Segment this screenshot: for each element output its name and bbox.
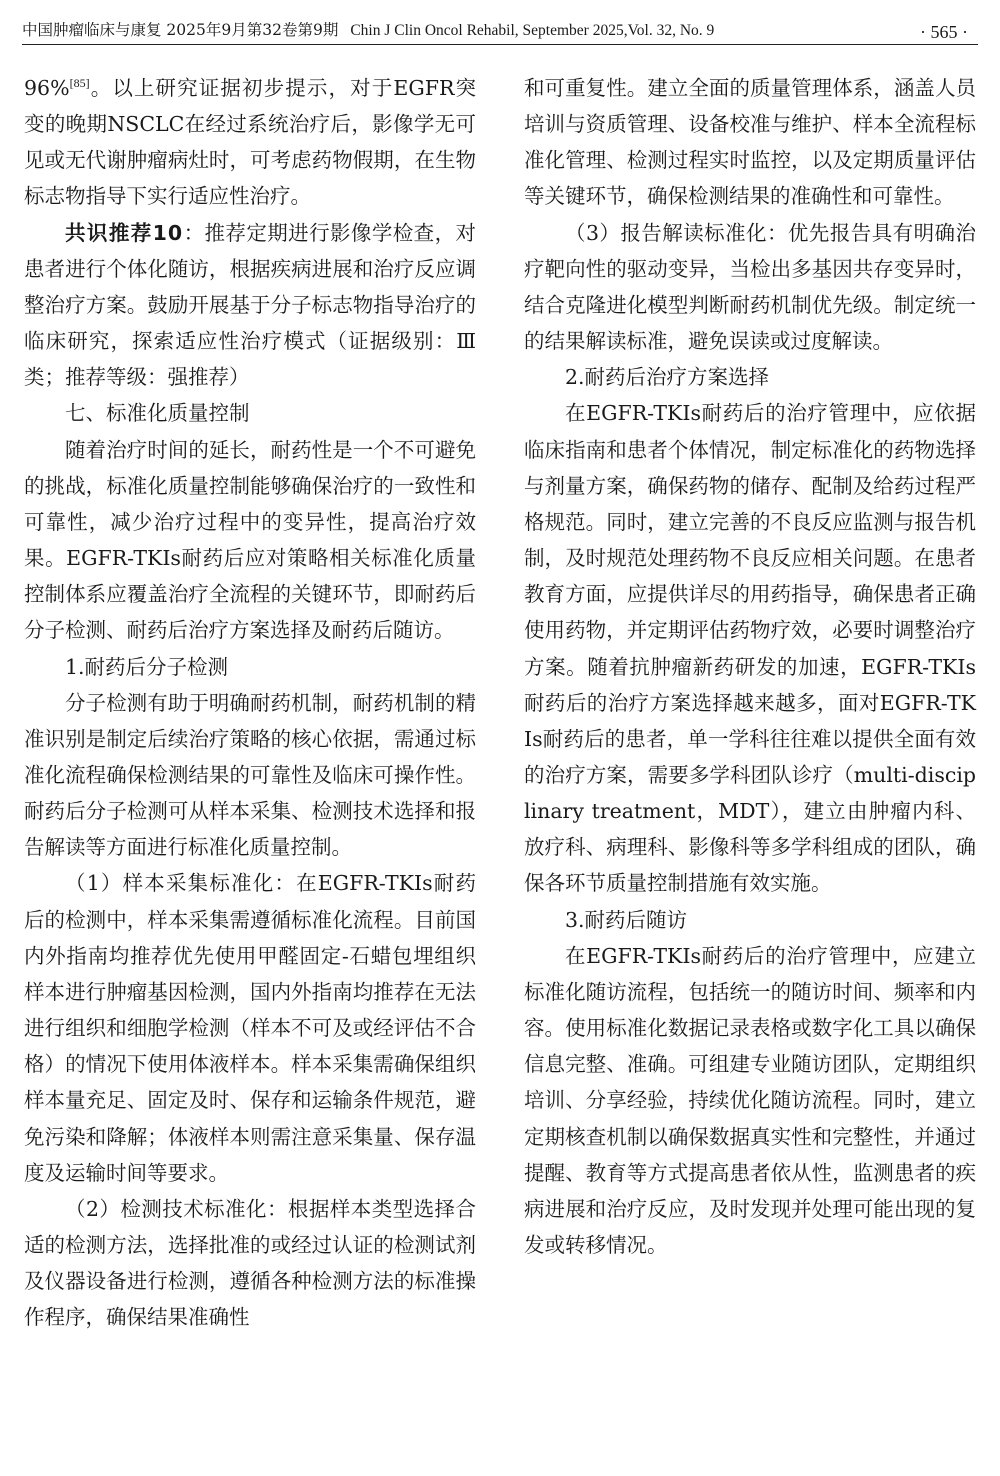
paragraph-subsection-2: 在EGFR-TKIs耐药后的治疗管理中，应依据临床指南和患者个体情况，制定标准化的药物选择与剂量方案，确保药物的储存、配制及给药过程严格规范。同时，建立完善的不良反应监测与报告机制，及时规范处理药物不良反应相关问题。在患者教育方面，应提供详尽的用药指导，确保患者正确使用药物，并定期评估药物疗效，必要时调整治疗方案。随着抗肿瘤新药研发的加速，EGFR-TKIs耐药后的治疗方案选择越来越多，面对EGFR-TKIs耐药后的患者，单一学科往往难以提供全面有效的治疗方案，需要多学科团队诊疗（multi-disciplinary treatment，MDT），建立由肿瘤内科、放疗科、病理科、影像科等多学科组成的团队，确保各环节质量控制措施有效实施。	[524, 401, 976, 896]
paragraph-section-7: 随着治疗时间的延长，耐药性是一个不可避免的挑战，标准化质量控制能够确保治疗的一致性和可靠性，减少治疗过程中的变异性，提高治疗效果。EGFR-TKIs耐药后应对策略相关标准化质量控制体系应覆盖治疗全流程的关键环节，即耐药后分子检测、耐药后治疗方案选择及耐药后随访。	[24, 437, 476, 643]
subsection-1-heading: 1.耐药后分子检测	[65, 654, 229, 679]
paragraph-subsection-1: 分子检测有助于明确耐药机制，耐药机制的精准识别是制定后续治疗策略的核心依据，需通过标准化流程确保检测结果的可靠性及临床可操作性。耐药后分子检测可从样本采集、检测技术选择和报告解读等方面进行标准化质量控制。	[24, 690, 476, 860]
paragraph-subsection-3: 在EGFR-TKIs耐药后的治疗管理中，应建立标准化随访流程，包括统一的随访时间、频率和内容。使用标准化数据记录表格或数字化工具以确保信息完整、准确。可组建专业随访团队，定期组织培训、分享经验，持续优化随访流程。同时，建立定期核查机制以确保数据真实性和完整性，并通过提醒、教育等方式提高患者依从性，监测患者的疾病进展和治疗反应，及时发现并处理可能出现的复发或转移情况。	[524, 943, 976, 1257]
journal-title-en: Chin J Clin Oncol Rehabil, September 2025,Vol. 32, No. 9	[350, 22, 715, 39]
page-number: · 565 ·	[920, 22, 968, 42]
left-column	[24, 70, 476, 1335]
running-header	[22, 14, 978, 48]
evidence-value: 96%	[24, 76, 70, 100]
paragraph-evidence	[24, 70, 476, 215]
journal-title-cn: 中国肿瘤临床与康复 2025年9月第32卷第9期	[22, 21, 339, 39]
subsection-2-heading: 2.耐药后治疗方案选择	[565, 365, 770, 390]
paragraph-item-2-continued: 和可重复性。建立全面的质量管理体系，涵盖人员培训与资质管理、设备校准与维护、样本全流程标准化管理、检测过程实时监控，以及定期质量评估等关键环节，确保检测结果的准确性和可靠性。	[524, 76, 976, 209]
section-7-heading: 七、标准化质量控制	[65, 401, 250, 426]
subsection-3-heading: 3.耐药后随访	[565, 907, 688, 932]
recommendation-10-text: ：推荐定期进行影像学检查，对患者进行个体化随访，根据疾病进展和治疗反应调整治疗方案。鼓励开展基于分子标志物指导治疗的临床研究，探索适应性治疗模式（证据级别：Ⅲ类；推荐等级：强推荐）	[24, 220, 476, 390]
paragraph-item-2: （2）检测技术标准化：根据样本类型选择合适的检测方法，选择批准的或经过认证的检测试剂及仪器设备进行检测，遵循各种检测方法的标准操作程序，确保结果准确性	[24, 1196, 476, 1330]
citation-85[interactable]: [85]	[69, 76, 90, 91]
recommendation-10-label: 共识推荐10	[65, 220, 184, 245]
paragraph-recommendation-10	[24, 215, 476, 396]
right-column	[524, 70, 976, 1263]
paragraph-item-1: （1）样本采集标准化：在EGFR-TKIs耐药后的检测中，样本采集需遵循标准化流程。目前国内外指南均推荐优先使用甲醛固定-石蜡包埋组织样本进行肿瘤基因检测，国内外指南均推荐在无法进行组织和细胞学检测（样本不可及或经评估不合格）的情况下使用体液样本。样本采集需确保组织样本量充足、固定及时、保存和运输条件规范，避免污染和降解；体液样本则需注意采集量、保存温度及运输时间等要求。	[24, 871, 476, 1185]
evidence-text: 。以上研究证据初步提示，对于EGFR突变的晚期NSCLC在经过系统治疗后，影像学无可见或无代谢肿瘤病灶时，可考虑药物假期，在生物标志物指导下实行适应性治疗。	[24, 76, 476, 209]
header-rule	[22, 44, 978, 45]
journal-citation	[22, 18, 714, 43]
paragraph-item-3: （3）报告解读标准化：优先报告具有明确治疗靶向性的驱动变异，当检出多基因共存变异时，结合克隆进化模型判断耐药机制优先级。制定统一的结果解读标准，避免误读或过度解读。	[524, 220, 976, 354]
